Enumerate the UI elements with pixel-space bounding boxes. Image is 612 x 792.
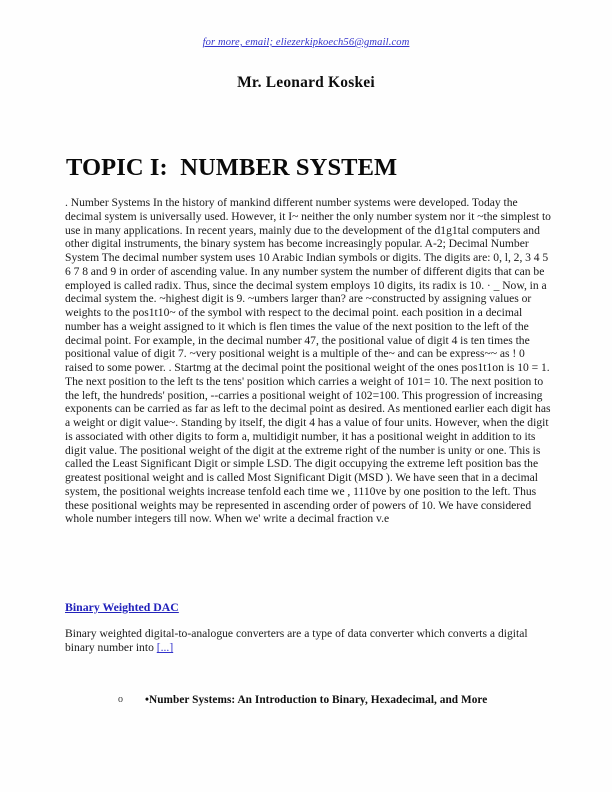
body-paragraph-block [65, 196, 551, 526]
author-line [0, 74, 612, 92]
list-item-label: •Number Systems: An Introduction to Binary, Hexadecimal, and More [145, 694, 488, 706]
contact-email-link[interactable]: for more, email; eliezerkipkoech56@gmail.com [202, 37, 410, 48]
author-name: Mr. Leonard Koskei [237, 74, 375, 91]
read-more-link[interactable]: [...] [156, 641, 174, 655]
dac-paragraph [65, 627, 547, 655]
list-item[interactable] [118, 693, 558, 707]
dac-heading-row [65, 598, 179, 616]
binary-weighted-dac-heading-link[interactable]: Binary Weighted DAC [65, 600, 179, 614]
related-list [118, 693, 558, 707]
body-paragraph: . Number Systems In the history of mankind different number systems were developed. Today the decimal system is universally used. However, it I~ neither the only number system nor it ~the simplest to use in many applications. In recent years, mainly due to the development of the d1g1tal computers and other digital instruments, the binary system has become increasingly popular. A-2; Decimal Number System The decimal number system uses 10 Arabic Indian symbols or digits. The digits are: 0, l, 2, 3 4 5 6 7 8 and 9 in order of ascending value. In any number system the number of different digits that can be employed is called radix. Thus, since the decimal system employs 10 digits, its radix is 10. · _ Now, in a decimal system the. ~highest digit is 9. ~umbers larger than? are ~constructed by assigning values or weights to the pos1t10~ of the symbol with respect to the decimal point. each position in a decimal number has a weight assigned to it which is flen times the value of the next position to the left of the decimal point. For example, in the decimal number 47, the positional value of digit 4 is ten times the positional value of digit 7. ~very positional weight is a multiple of the~ and can be express~~ as ! 0 raised to some power. . Startmg at the decimal point the positional weight of the ones pos1t1on is 10 = 1. The next position to the left ts the tens' position which carries a weight of 101= 10. The next position to the left, the hundreds' position, --carries a positional weight of 102=100. This progression of increasing exponents can be carried as far as left to the decimal point as desired. As mentioned earlier each digit has a weight or digit value~. Standing by itself, the digit 4 has a value of four units. However, when the digit is associated with other digits to form a, multidigit number, it has a positional weight in addition to its digit value. The positional weight of the digit at the extreme right of the number is unity or one. This is called the Least Significant Digit or simple LSD. The digit occupying the extreme left position bas the greatest positional weight and is called Most Significant Digit (MSD ). We have seen that in a decimal system, the positional weights increase tenfold each time we , 1110ve by one position to the left. Thus these positional weights may be represented in ascending order of powers of 10. We have considered whole number integers till now. When we' write a decimal fraction v.e [65, 196, 551, 526]
page-title: TOPIC I: NUMBER SYSTEM [66, 154, 398, 182]
header-link-row [0, 32, 612, 50]
list-bullet-icon: o [118, 694, 123, 705]
dac-paragraph-block [65, 627, 547, 655]
dac-paragraph-text: Binary weighted digital-to-analogue converters are a type of data converter which converts a digital binary number into [65, 627, 528, 655]
